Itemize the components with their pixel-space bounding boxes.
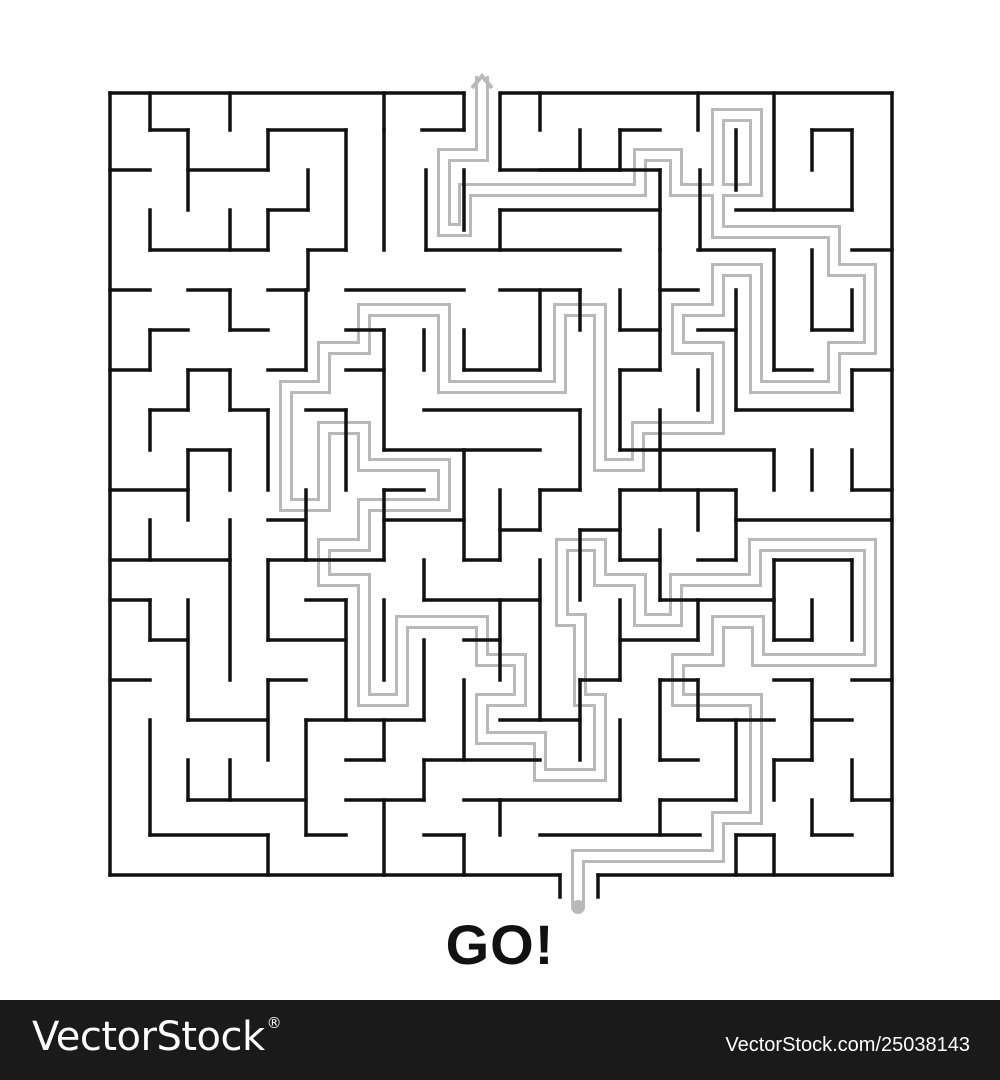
registered-mark: ® <box>266 1014 282 1032</box>
go-label: GO! <box>445 913 555 976</box>
brand-name: VectorStock <box>32 1014 265 1060</box>
watermark-footer <box>0 1000 1000 1080</box>
image-id: VectorStock.com/25038143 <box>725 1034 970 1056</box>
brand-logo <box>32 1014 281 1060</box>
